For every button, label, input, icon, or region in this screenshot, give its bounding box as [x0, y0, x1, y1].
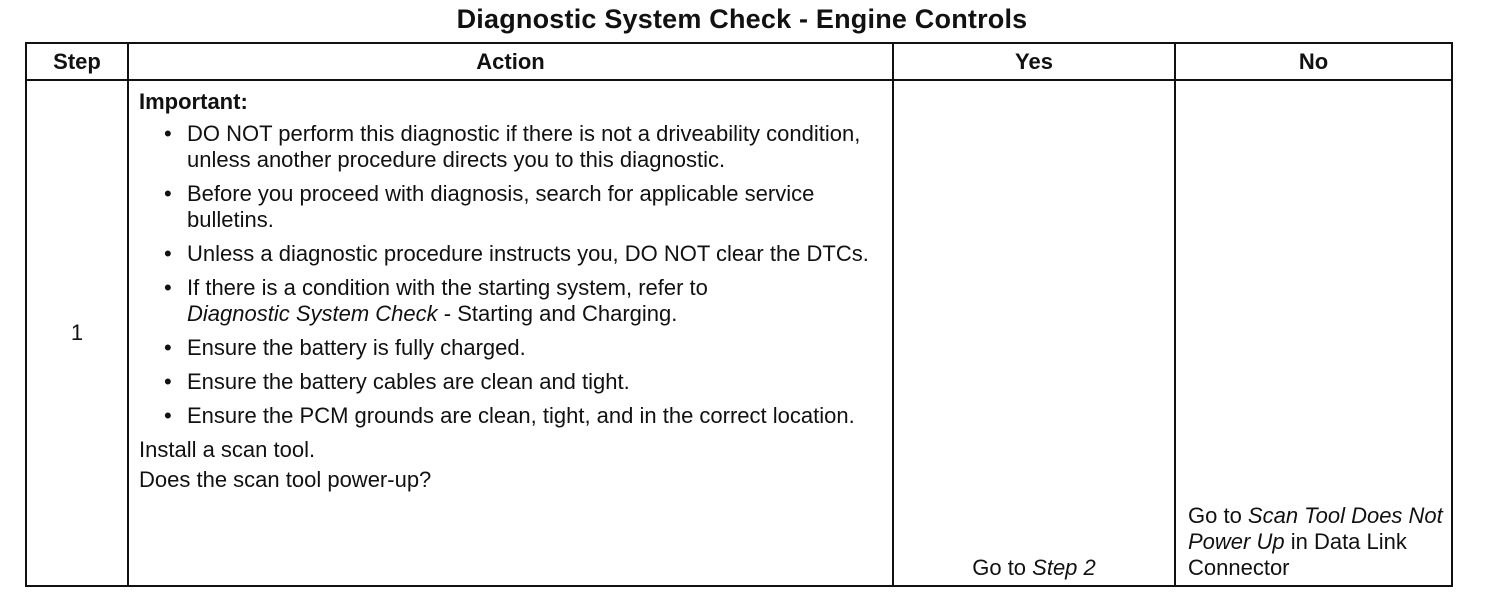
instruction-text: Install a scan tool.: [139, 437, 316, 462]
table-header-row: [26, 43, 1452, 80]
list-item: [139, 275, 882, 327]
column-header-step: Step: [26, 43, 128, 80]
question-text: Does the scan tool power-up?: [139, 467, 432, 492]
no-suffix: in Data Link Connector: [1188, 529, 1407, 580]
list-item: • DO NOT perform this diagnostic if there is not a driveability condition, unless another procedure directs you to this diagnostic.: [139, 121, 882, 173]
no-prefix: Go to: [1188, 503, 1248, 528]
step-2-link[interactable]: Step 2: [1032, 555, 1096, 580]
page-title: Diagnostic System Check - Engine Controls: [456, 4, 1028, 34]
step-number: 1: [26, 80, 128, 586]
list-item-text: If there is a condition with the starting system, refer to: [187, 275, 708, 300]
diagnostic-system-check-link[interactable]: Diagnostic System Check: [187, 301, 438, 326]
column-header-yes: Yes: [893, 43, 1175, 80]
list-item: • Unless a diagnostic procedure instructs you, DO NOT clear the DTCs.: [139, 241, 882, 267]
column-header-no: No: [1175, 43, 1452, 80]
yes-prefix: Go to: [972, 555, 1033, 580]
table-row: [26, 80, 1452, 586]
diagnostic-table: [25, 42, 1453, 587]
important-label: Important:: [139, 89, 248, 114]
list-item: • Ensure the battery is fully charged.: [139, 335, 882, 361]
column-header-action: Action: [128, 43, 893, 80]
list-item: • Ensure the battery cables are clean and tight.: [139, 369, 882, 395]
list-item-suffix: - Starting and Charging.: [437, 301, 678, 326]
list-item: • Ensure the PCM grounds are clean, tight, and in the correct location.: [139, 403, 882, 429]
list-item: • Before you proceed with diagnosis, search for applicable service bulletins.: [139, 181, 882, 233]
no-cell: [1175, 80, 1452, 586]
important-list: [139, 121, 882, 429]
action-cell: [128, 80, 893, 586]
scan-tool-does-not-power-up-link[interactable]: Scan Tool Does Not Power Up: [1188, 503, 1443, 554]
yes-cell: [893, 80, 1175, 586]
